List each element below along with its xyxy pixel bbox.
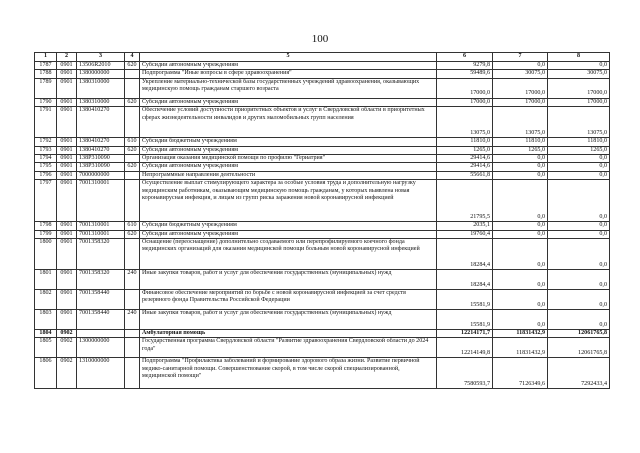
article-code: 13506R2010 [77,62,125,70]
expense-type-code [125,155,140,163]
amount-col-8: 1265,0 [548,146,610,154]
amount-col-6: 11810,0 [437,138,493,146]
amount-col-6: 2035,1 [437,222,493,230]
amount-col-8: 0,0 [548,155,610,163]
amount-col-8: 17000,0 [548,98,610,106]
header-col-2: 2 [57,53,77,62]
article-code: 7000000000 [77,171,125,179]
header-col-1: 1 [35,53,57,62]
amount-col-6: 17000,0 [437,98,493,106]
expense-type-code [125,180,140,222]
section-code: 0901 [57,155,77,163]
amount-col-8: 0,0 [548,239,610,270]
amount-col-8: 0,0 [548,180,610,222]
row-number: 1795 [35,163,57,171]
section-code: 0901 [57,180,77,222]
item-name: Субсидии автономным учреждениям [140,62,437,70]
article-code: 7001310001 [77,180,125,222]
amount-col-7: 0,0 [493,230,548,238]
table-row [35,107,610,138]
amount-col-7: 7126349,6 [493,358,548,389]
section-code: 0902 [57,338,77,358]
item-name: Укрепление материально-технической базы государственных учреждений здравоохранения, оказывающих медицинскую помощь гражданам старшего возраста [140,78,437,98]
item-name: Финансовое обеспечение мероприятий по борьбе с новой коронавирусной инфекцией за счет средств резервного фонда Правительства Российской Федерации [140,290,437,310]
amount-col-7: 0,0 [493,290,548,310]
section-code: 0901 [57,270,77,290]
item-name: Непрограммные направления деятельности [140,171,437,179]
amount-col-7: 11831432,9 [493,330,548,338]
article-code: 7001310001 [77,222,125,230]
amount-col-8: 0,0 [548,163,610,171]
article-code: 7001358440 [77,310,125,330]
expense-type-code [125,239,140,270]
table-row [35,330,610,338]
table-body [35,62,610,389]
amount-col-8: 0,0 [548,310,610,330]
section-code: 0901 [57,138,77,146]
amount-col-6: 13075,0 [437,107,493,138]
article-code: 1380310000 [77,78,125,98]
amount-col-8: 0,0 [548,270,610,290]
amount-col-8: 12061765,8 [548,330,610,338]
table-row [35,358,610,389]
expense-type-code: 620 [125,98,140,106]
section-code: 0901 [57,239,77,270]
row-number: 1793 [35,146,57,154]
article-code: 138P310090 [77,163,125,171]
amount-col-7: 0,0 [493,239,548,270]
amount-col-6: 9279,8 [437,62,493,70]
table-row [35,146,610,154]
table-row [35,230,610,238]
article-code: 1380410270 [77,146,125,154]
section-code: 0902 [57,330,77,338]
row-number: 1804 [35,330,57,338]
section-code: 0901 [57,230,77,238]
section-code: 0901 [57,290,77,310]
amount-col-7: 30075,0 [493,70,548,78]
expense-type-code [125,107,140,138]
item-name: Государственная программа Свердловской области "Развитие здравоохранения Свердловской области до 2024 года" [140,338,437,358]
header-col-5: 5 [140,53,437,62]
table-row [35,338,610,358]
amount-col-7: 0,0 [493,62,548,70]
table-row [35,155,610,163]
expense-type-code [125,330,140,338]
amount-col-6: 15581,9 [437,290,493,310]
table-row [35,163,610,171]
amount-col-6: 59489,6 [437,70,493,78]
item-name: Подпрограмма "Иные вопросы в сфере здравоохранения" [140,70,437,78]
row-number: 1805 [35,338,57,358]
table-row [35,62,610,70]
article-code: 1380410270 [77,138,125,146]
article-code: 1380310000 [77,98,125,106]
section-code: 0901 [57,62,77,70]
section-code: 0901 [57,146,77,154]
article-code [77,330,125,338]
row-number: 1801 [35,270,57,290]
header-col-4: 4 [125,53,140,62]
amount-col-7: 13075,0 [493,107,548,138]
table-row [35,270,610,290]
row-number: 1803 [35,310,57,330]
amount-col-7: 0,0 [493,270,548,290]
amount-col-8: 17000,0 [548,78,610,98]
row-number: 1800 [35,239,57,270]
section-code: 0901 [57,163,77,171]
amount-col-6: 17000,0 [437,78,493,98]
item-name: Иные закупки товаров, работ и услуг для обеспечения государственных (муниципальных) нужд [140,310,437,330]
row-number: 1799 [35,230,57,238]
expense-type-code: 620 [125,146,140,154]
expense-type-code: 240 [125,310,140,330]
header-col-8: 8 [548,53,610,62]
expense-type-code [125,70,140,78]
row-number: 1791 [35,107,57,138]
header-row [35,53,610,62]
table-row [35,78,610,98]
expense-type-code [125,358,140,389]
amount-col-7: 0,0 [493,171,548,179]
amount-col-8: 0,0 [548,230,610,238]
item-name: Субсидии бюджетным учреждениям [140,138,437,146]
header-col-6: 6 [437,53,493,62]
item-name: Организация оказания медицинской помощи по профилю "Гериатрия" [140,155,437,163]
expense-type-code: 620 [125,230,140,238]
section-code: 0902 [57,358,77,389]
row-number: 1790 [35,98,57,106]
header-col-7: 7 [493,53,548,62]
table-row [35,180,610,222]
amount-col-8: 12061765,8 [548,338,610,358]
amount-col-8: 0,0 [548,171,610,179]
item-name: Иные закупки товаров, работ и услуг для обеспечения государственных (муниципальных) нужд [140,270,437,290]
table-row [35,222,610,230]
amount-col-6: 15581,9 [437,310,493,330]
amount-col-8: 11810,0 [548,138,610,146]
article-code: 7001310001 [77,230,125,238]
row-number: 1802 [35,290,57,310]
amount-col-7: 0,0 [493,155,548,163]
article-code: 7001358320 [77,270,125,290]
item-name: Амбулаторная помощь [140,330,437,338]
amount-col-7: 0,0 [493,180,548,222]
row-number: 1792 [35,138,57,146]
item-name: Подпрограмма "Профилактика заболеваний и формирование здорового образа жизни. Развитие первичной медико-санитарной помощи. Совершенствование скорой, в том числе скорой специализированной, медицинской помощи" [140,358,437,389]
amount-col-8: 0,0 [548,222,610,230]
amount-col-7: 1265,0 [493,146,548,154]
row-number: 1787 [35,62,57,70]
row-number: 1806 [35,358,57,389]
item-name: Осуществление выплат стимулирующего характера за особые условия труда и дополнительную нагрузку медицинским работникам, оказывающим медицинскую помощь гражданам, у которых выявлена новая коронавирусная инфекция, и лицам из групп риска заражения новой коронавирусной инфекцией [140,180,437,222]
amount-col-7: 11810,0 [493,138,548,146]
article-code: 138P310090 [77,155,125,163]
amount-col-6: 18284,4 [437,239,493,270]
amount-col-7: 11831432,9 [493,338,548,358]
table-row [35,310,610,330]
row-number: 1798 [35,222,57,230]
amount-col-8: 13075,0 [548,107,610,138]
row-number: 1788 [35,70,57,78]
section-code: 0901 [57,70,77,78]
section-code: 0901 [57,98,77,106]
amount-col-6: 7580593,7 [437,358,493,389]
table-row [35,98,610,106]
expense-type-code: 620 [125,163,140,171]
amount-col-6: 12214149,8 [437,338,493,358]
page-number: 100 [311,33,329,45]
amount-col-7: 0,0 [493,222,548,230]
article-code: 7001358320 [77,239,125,270]
row-number: 1789 [35,78,57,98]
expense-type-code [125,171,140,179]
amount-col-8: 7292433,4 [548,358,610,389]
item-name: Субсидии автономным учреждениям [140,163,437,171]
section-code: 0901 [57,107,77,138]
amount-col-6: 21795,5 [437,180,493,222]
amount-col-7: 17000,0 [493,98,548,106]
table-row [35,290,610,310]
article-code: 7001358440 [77,290,125,310]
article-code: 1380000000 [77,70,125,78]
item-name: Обеспечение условий доступности приоритетных объектов и услуг в Свердловской области в приоритетных сферах жизнедеятельности инвалидов и других маломобильных групп населения [140,107,437,138]
amount-col-8: 30075,0 [548,70,610,78]
article-code: 1300000000 [77,338,125,358]
amount-col-6: 12214171,7 [437,330,493,338]
amount-col-6: 29414,6 [437,155,493,163]
item-name: Субсидии бюджетным учреждениям [140,222,437,230]
amount-col-6: 1265,0 [437,146,493,154]
article-code: 1310000000 [77,358,125,389]
expense-type-code: 610 [125,138,140,146]
row-number: 1796 [35,171,57,179]
item-name: Оснащение (переоснащение) дополнительно создаваемого или перепрофилируемого коечного фонда медицинских организаций для оказания медицинской помощи больным новой коронавирусной инфекцией [140,239,437,270]
amount-col-6: 29414,6 [437,163,493,171]
section-code: 0901 [57,171,77,179]
expense-type-code: 610 [125,222,140,230]
item-name: Субсидии автономным учреждениям [140,230,437,238]
budget-table [34,52,610,389]
row-number: 1794 [35,155,57,163]
amount-col-6: 55661,8 [437,171,493,179]
amount-col-8: 0,0 [548,62,610,70]
section-code: 0901 [57,310,77,330]
table-row [35,171,610,179]
expense-type-code: 240 [125,270,140,290]
section-code: 0901 [57,78,77,98]
amount-col-8: 0,0 [548,290,610,310]
item-name: Субсидии автономным учреждениям [140,146,437,154]
item-name: Субсидии автономным учреждениям [140,98,437,106]
expense-type-code [125,78,140,98]
amount-col-6: 18284,4 [437,270,493,290]
row-number: 1797 [35,180,57,222]
amount-col-6: 19760,4 [437,230,493,238]
table-row [35,239,610,270]
table-row [35,138,610,146]
amount-col-7: 0,0 [493,310,548,330]
expense-type-code [125,338,140,358]
header-col-3: 3 [77,53,125,62]
table-row [35,70,610,78]
article-code: 1380410270 [77,107,125,138]
expense-type-code: 620 [125,62,140,70]
amount-col-7: 17000,0 [493,78,548,98]
expense-type-code [125,290,140,310]
section-code: 0901 [57,222,77,230]
amount-col-7: 0,0 [493,163,548,171]
